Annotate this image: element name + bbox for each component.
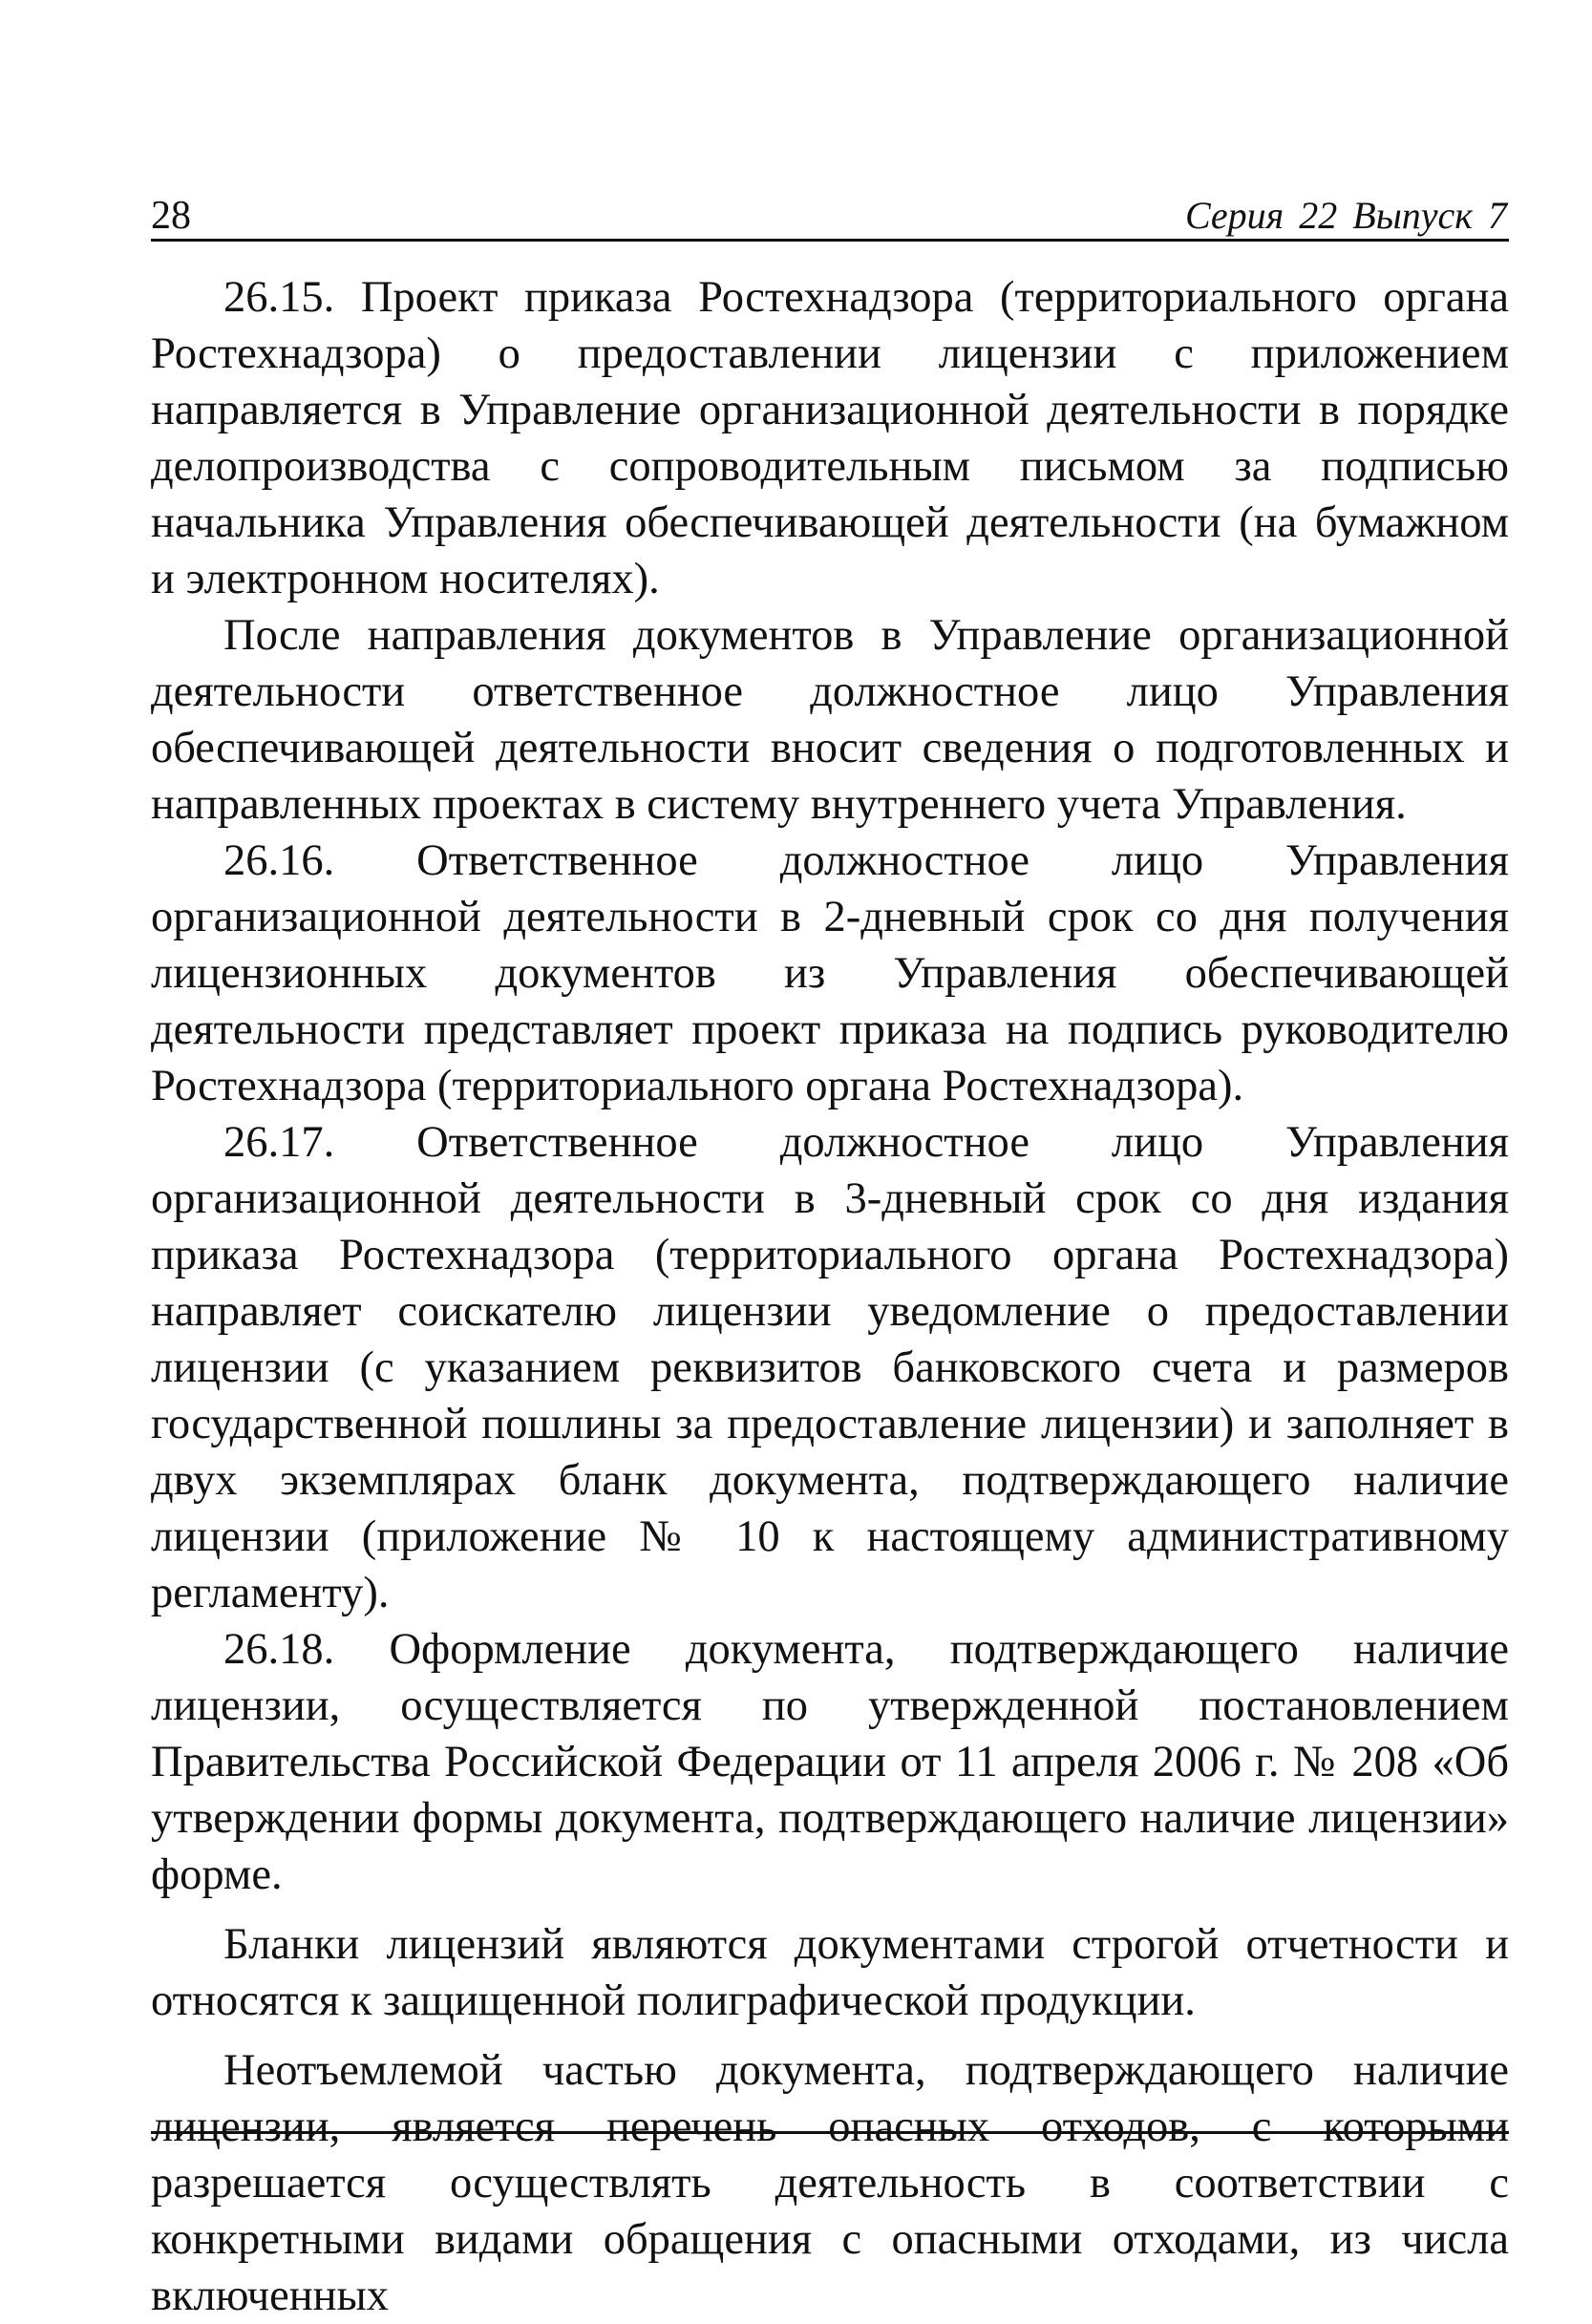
document-page	[151, 0, 1509, 2320]
page-number: 28	[151, 194, 191, 238]
series-label: Серия 22 Выпуск 7	[1184, 194, 1507, 237]
paragraph-license-forms: Бланки лицензий являются документами строгой отчетности и относятся к защищенной полиграфической продукции.	[151, 1920, 1509, 2025]
paragraph-26-16: 26.16. Ответственное должностное лицо Управления организационной деятельности в 2-дневный срок со дня получения лицензионных документов из Управления обеспечивающей деятельности представляет проект приказа на подпись руководителю Ростехнадзора (территориального органа Ростехнадзора).	[151, 836, 1509, 1110]
page-header	[151, 195, 1509, 242]
body-text	[151, 269, 1509, 2324]
paragraph-integral-part: Неотъемлемой частью документа, подтверждающего наличие лицензии, является перечень опасных отходов, с которыми разрешается осуществлять деятельность в соответствии с конкретными видами обращения с опасными отходами, из числа включенных	[151, 2046, 1509, 2320]
paragraph-after-direction: После направления документов в Управление организационной деятельности ответственное должностное лицо Управления обеспечивающей деятельности вносит сведения о подготовленных и направленных проектах в систему внутреннего учета Управления.	[151, 611, 1509, 829]
paragraph-26-15: 26.15. Проект приказа Ростехнадзора (территориального органа Ростехнадзора) о предоставлении лицензии с приложением направляется в Управление организационной деятельности в порядке делопроизводства с сопроводительным письмом за подписью начальника Управления обеспечивающей деятельности (на бумажном и электронном носителях).	[151, 273, 1509, 603]
paragraph-26-18: 26.18. Оформление документа, подтверждающего наличие лицензии, осуществляется по утвержденной постановлением Правительства Российской Федерации от 11 апреля 2006 г. № 208 «Об утверждении формы документа, подтверждающего наличие лицензии» форме.	[151, 1625, 1509, 1899]
footer-rule	[151, 2131, 1509, 2134]
paragraph-26-17: 26.17. Ответственное должностное лицо Управления организационной деятельности в 3-дневный срок со дня издания приказа Ростехнадзора (территориального органа Ростехнадзора) направляет соискателю лицензии уведомление о предоставлении лицензии (с указанием реквизитов банковского счета и размеров государственной пошлины за предоставление лицензии) и заполняет в двух экземплярах бланк документа, подтверждающего наличие лицензии (приложение № 10 к настоящему административному регламенту).	[151, 1118, 1509, 1617]
